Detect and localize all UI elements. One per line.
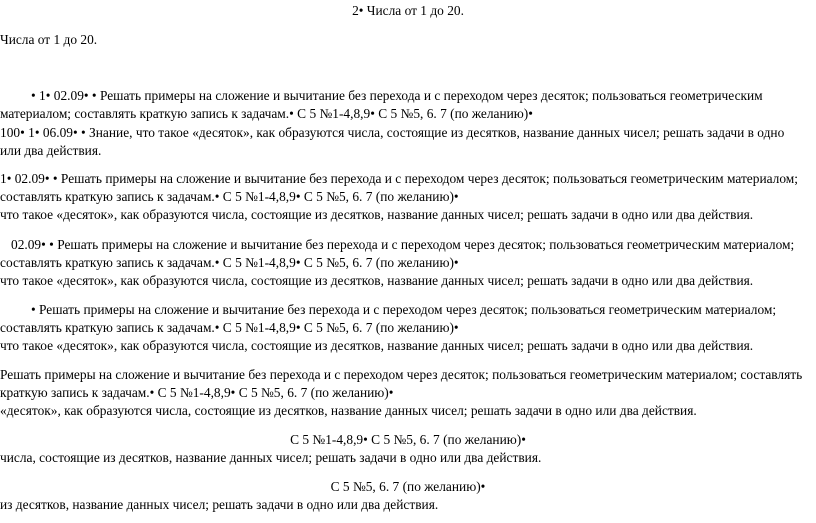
- text-line: числа, состоящие из десятков, название данных чисел; решать задачи в одно или два действия.: [0, 450, 542, 465]
- text-line: составлять краткую запись к задачам.• С 5 №1-4,8,9• С 5 №5, 6. 7 (по желанию)•: [0, 189, 459, 204]
- text-line: «десяток», как образуются числа, состоящие из десятков, название данных чисел; решать задачи в одно или два действия.: [0, 403, 697, 418]
- text-line: что такое «десяток», как образуются числа, состоящие из десятков, название данных чисел; решать задачи в одно или два действия.: [0, 338, 754, 353]
- page-title: 2• Числа от 1 до 20.: [352, 3, 464, 18]
- text-line: составлять краткую запись к задачам.• С 5 №1-4,8,9• С 5 №5, 6. 7 (по желанию)•: [0, 255, 459, 270]
- text-line: 100• 1• 06.09• • Знание, что такое «десяток», как образуются числа, состоящие из десятков, название данных чисел; решать задачи в одно: [0, 125, 785, 140]
- text-line: что такое «десяток», как образуются числа, состоящие из десятков, название данных чисел; решать задачи в одно или два действия.: [0, 273, 754, 288]
- text-line: 02.09• • Решать примеры на сложение и вычитание без перехода и с переходом через десяток; пользоваться геометрическим материалом;: [11, 237, 795, 252]
- text-line: • 1• 02.09• • Решать примеры на сложение и вычитание без перехода и с переходом через десяток; пользоваться геометрическим: [31, 88, 763, 103]
- text-line: что такое «десяток», как образуются числа, состоящие из десятков, название данных чисел; решать задачи в одно или два действия.: [0, 207, 754, 222]
- text-line: краткую запись к задачам.• С 5 №1-4,8,9• С 5 №5, 6. 7 (по желанию)•: [0, 385, 394, 400]
- document-subtitle: Числа от 1 до 20.: [0, 32, 98, 47]
- text-line: Решать примеры на сложение и вычитание без перехода и с переходом через десяток; пользоваться геометрическим материалом; составлять: [0, 367, 803, 382]
- text-line: составлять краткую запись к задачам.• С 5 №1-4,8,9• С 5 №5, 6. 7 (по желанию)•: [0, 320, 459, 335]
- text-line: или два действия.: [0, 143, 102, 158]
- text-line: С 5 №1-4,8,9• С 5 №5, 6. 7 (по желанию)•: [290, 432, 526, 447]
- text-line: С 5 №5, 6. 7 (по желанию)•: [330, 479, 486, 494]
- text-line: 1• 02.09• • Решать примеры на сложение и вычитание без перехода и с переходом через десяток; пользоваться геометрическим материалом;: [0, 171, 798, 186]
- text-line: • Решать примеры на сложение и вычитание без перехода и с переходом через десяток; пользоваться геометрическим материалом;: [31, 302, 777, 317]
- text-line: из десятков, название данных чисел; решать задачи в одно или два действия.: [0, 497, 439, 512]
- text-line: материалом; составлять краткую запись к задачам.• С 5 №1-4,8,9• С 5 №5, 6. 7 (по желанию)•: [0, 106, 533, 121]
